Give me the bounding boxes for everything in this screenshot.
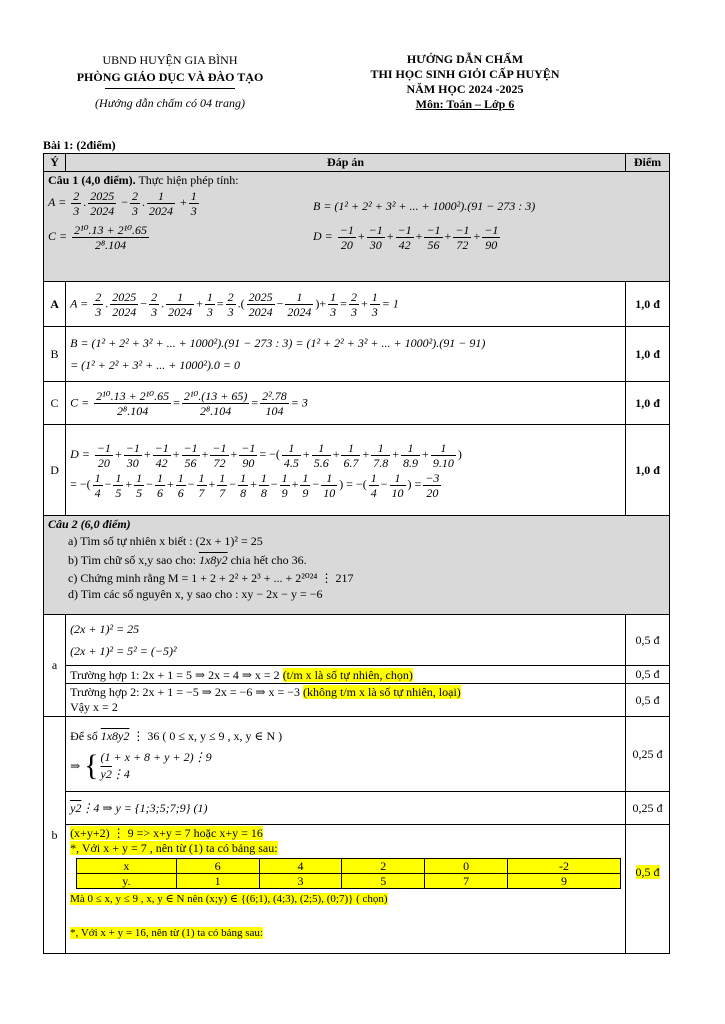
q1-a-frac2: $\frac{2025}{2024}$ — [90, 188, 115, 218]
row-a — [44, 282, 670, 327]
row-c-score: 1,0 đ — [626, 382, 670, 425]
xy-table-row-y: y. 1 3 5 7 9 — [77, 874, 621, 889]
row-d-content — [66, 425, 626, 516]
row-c-content: C = $\frac{\text{2¹⁰.13 + 2¹⁰.65}}{\text{2⁸.104}}$ = $\frac{\text{2¹⁰.(13 + 65)}}{\text{2⁸.104}}$ = $\frac{\text{2².78}}{104}$ = 3 — [66, 382, 626, 425]
q1-d-expression: D = $\frac{-1}{20}$ + $\frac{-1}{30}$ + $\frac{-1}{42}$ + $\frac{-1}{56}$ + $\frac{-1}{72}$ + $\frac{-1}{90}$ — [313, 222, 499, 252]
q1-a-frac1: $\frac{2}{3}$ — [73, 188, 80, 218]
row-d-line1: D = $\frac{-1}{20}$ + $\frac{-1}{30}$ + $\frac{-1}{42}$ + $\frac{-1}{56}$ + $\frac{-1}{72}$ + $\frac{-1}{90}$ = −( $\frac{1}{4.5}$ + $\frac{1}{5.6}$ + $\frac{1}{6.7}$ + $\frac{1}{7.8}$ + $\frac{1}{8.9}$ + $\frac{1}{9.10}$ ) — [70, 441, 462, 470]
part-b-row2 — [44, 792, 670, 825]
row-b-line2: = (1² + 2² + 3² + ... + 1000²).0 = 0 — [70, 358, 241, 372]
part-a-label: a — [44, 615, 66, 717]
district-name: UBND HUYỆN GIA BÌNH — [102, 53, 238, 67]
header-right — [320, 52, 610, 112]
q2-title: Câu 2 (6,0 điểm) — [48, 517, 131, 531]
header-left — [40, 52, 300, 112]
q1-a-frac5: $\frac{1}{3}$ — [190, 188, 197, 218]
section-title: Bài 1: (2điểm) — [43, 138, 116, 152]
q2-statement-row — [44, 516, 670, 615]
q2-item-a: a) Tìm số tự nhiên x biết : (2x + 1)² = 25 — [68, 534, 263, 548]
part-b-line6: *, Với x + y = 16, nên từ (1) ta có bảng sau: — [70, 927, 263, 939]
row-b-label: B — [44, 327, 66, 382]
row-a-score: 1,0 đ — [626, 282, 670, 327]
row-b-line1: B = (1² + 2² + 3² + ... + 1000²).(91 − 273 : 3) = (1² + 2² + 3² + ... + 1000²).(91 − 91) — [70, 336, 486, 350]
part-a-row2 — [44, 666, 670, 684]
part-a-score1: 0,5 đ — [626, 615, 670, 666]
subject: Môn: Toán – Lớp 6 — [415, 97, 515, 111]
col-y: Ý — [44, 154, 66, 172]
row-c-label: C — [44, 382, 66, 425]
school-year: NĂM HỌC 2024 -2025 — [406, 82, 524, 96]
part-b-row3 — [44, 825, 670, 954]
part-b-line5: Mà 0 ≤ x, y ≤ 9 , x, y ∈ N nên (x;y) ∈ {(6;1), (4;3), (2;5), (0;7)} ( chọn) — [70, 893, 388, 905]
row-b-score: 1,0 đ — [626, 327, 670, 382]
part-b-line4: *, Với x + y = 7 , nên từ (1) ta có bảng sau: — [70, 841, 278, 855]
part-b-line1: Để số 1x8y2 ⋮ 36 ( 0 ≤ x, y ≤ 9 , x, y ∈ N ) — [70, 729, 283, 743]
part-b-line2: y2⋮4 ⇒ y = {1;3;5;7;9} (1) — [66, 792, 626, 825]
part-a-line1: (2x + 1)² = 25 — [70, 622, 140, 636]
q1-a-label: A = — [48, 195, 67, 209]
part-a-case1: Trường hợp 1: 2x + 1 = 5 ⇒ 2x = 4 ⇒ x = 2 (t/m x là số tự nhiên, chọn) — [66, 666, 626, 684]
part-a-score2: 0,5 đ — [626, 666, 670, 684]
part-a-case2: Trường hợp 2: 2x + 1 = −5 ⇒ 2x = −6 ⇒ x = −3 (không t/m x là số tự nhiên, loại) — [70, 685, 461, 699]
q1-c-label: C = — [48, 228, 68, 243]
q1-b-expression: B = (1² + 2² + 3² + ... + 1000²).(91 − 273 : 3) — [313, 199, 536, 213]
part-b-score1: 0,25 đ — [626, 717, 670, 792]
row-b-content — [66, 327, 626, 382]
page-count-note: (Hướng dẫn chấm có 04 trang) — [95, 96, 245, 110]
q1-prompt: Thực hiện phép tính: — [138, 173, 239, 187]
q2-item-b: b) Tìm chữ số x,y sao cho: 1x8y2 chia hết cho 36. — [68, 553, 307, 567]
part-a-row1 — [44, 615, 670, 666]
q1-a-frac3: $\frac{2}{3}$ — [132, 188, 138, 218]
row-d-label: D — [44, 425, 66, 516]
department-name: PHÒNG GIÁO DỤC VÀ ĐÀO TẠO — [76, 70, 264, 84]
col-score: Điểm — [626, 154, 670, 172]
answer-table — [43, 153, 670, 954]
part-a-line2: (2x + 1)² = 5² = (−5)² — [70, 644, 177, 658]
q1-c-frac: $\frac{\text{2¹⁰.13 + 2¹⁰.65}}{\text{2⁸.104}}$ — [74, 222, 148, 252]
part-a-conclusion: Vậy x = 2 — [70, 700, 118, 714]
doc-title: HƯỚNG DẪN CHẤM — [406, 52, 524, 66]
xy-table-row-x: x 6 4 2 0 -2 — [77, 859, 621, 874]
row-a-content: A = $\frac{2}{3}$ . $\frac{2025}{2024}$ − $\frac{2}{3}$ . $\frac{1}{2024}$ + $\frac{1}{3}$ = $\frac{2}{3}$ .( $\frac{2025}{2024}$ − $\frac{1}{2024}$ )+ $\frac{1}{3}$ = $\frac{2}{3}$ + $\frac{1}{3}$ = 1 — [66, 282, 626, 327]
q1-title: Câu 1 (4,0 điểm). — [48, 173, 136, 187]
part-a-row3 — [44, 684, 670, 717]
part-b-line3: (x+y+2) ⋮ 9 => x+y = 7 hoặc x+y = 16 — [70, 826, 263, 840]
row-b — [44, 327, 670, 382]
q1-a-frac4: $\frac{1}{2024}$ — [149, 188, 173, 218]
q1-statement-row: Câu 1 (4,0 điểm). Thực hiện phép tính: A = $\frac{2}{3}$ . $\frac{2025}{2024}$ − $\frac{2}{3}$ . $\frac{1}{2024}$ + $\frac{1}{3}$ B = (1² + 2² + 3² + ... + 1000²).(91 − 273 : 3) C = $\frac{\text{2¹⁰.13 + 2¹⁰.65}}{\text{2⁸.104}}$ D = $\frac{-1}{20}$ + $\frac{-1}{30}$ + $\frac{-1}{42}$ + $\frac{-1}{56}$ + $\frac{-1}{72}$ + $\frac{-1}{90}$ — [44, 172, 670, 282]
part-b-score2: 0,25 đ — [626, 792, 670, 825]
part-b-score3: 0,5 đ — [626, 825, 670, 954]
row-c — [44, 382, 670, 425]
xy-table — [76, 858, 621, 889]
header-divider — [105, 88, 235, 89]
table-header-row — [44, 154, 670, 172]
q2-item-d: d) Tìm các số nguyên x, y sao cho : xy − 2x − y = −6 — [68, 587, 323, 601]
row-d — [44, 425, 670, 516]
q2-item-c: c) Chứng minh rằng M = 1 + 2 + 2² + 2³ + ... + 2²⁰²⁴ ⋮ 217 — [68, 571, 354, 585]
part-b-system: ⇒ { (1 + x + 8 + y + 2)⋮9 y2⋮4 — [70, 749, 212, 782]
row-a-label: A — [44, 282, 66, 327]
exam-name: THI HỌC SINH GIỎI CẤP HUYỆN — [370, 67, 560, 81]
col-answer: Đáp án — [66, 154, 626, 172]
part-a-score3: 0,5 đ — [626, 684, 670, 717]
row-d-score: 1,0 đ — [626, 425, 670, 516]
part-b-row1 — [44, 717, 670, 792]
row-d-line2: = −( $\frac{1}{4}$ − $\frac{1}{5}$ + $\frac{1}{5}$ − $\frac{1}{6}$ + $\frac{1}{6}$ − $\frac{1}{7}$ + $\frac{1}{7}$ − $\frac{1}{8}$ + $\frac{1}{8}$ − $\frac{1}{9}$ + $\frac{1}{9}$ − $\frac{1}{10}$ ) = −( $\frac{1}{4}$ − $\frac{1}{10}$ ) = $\frac{-3}{20}$ — [70, 470, 440, 500]
part-b-label: b — [44, 717, 66, 954]
